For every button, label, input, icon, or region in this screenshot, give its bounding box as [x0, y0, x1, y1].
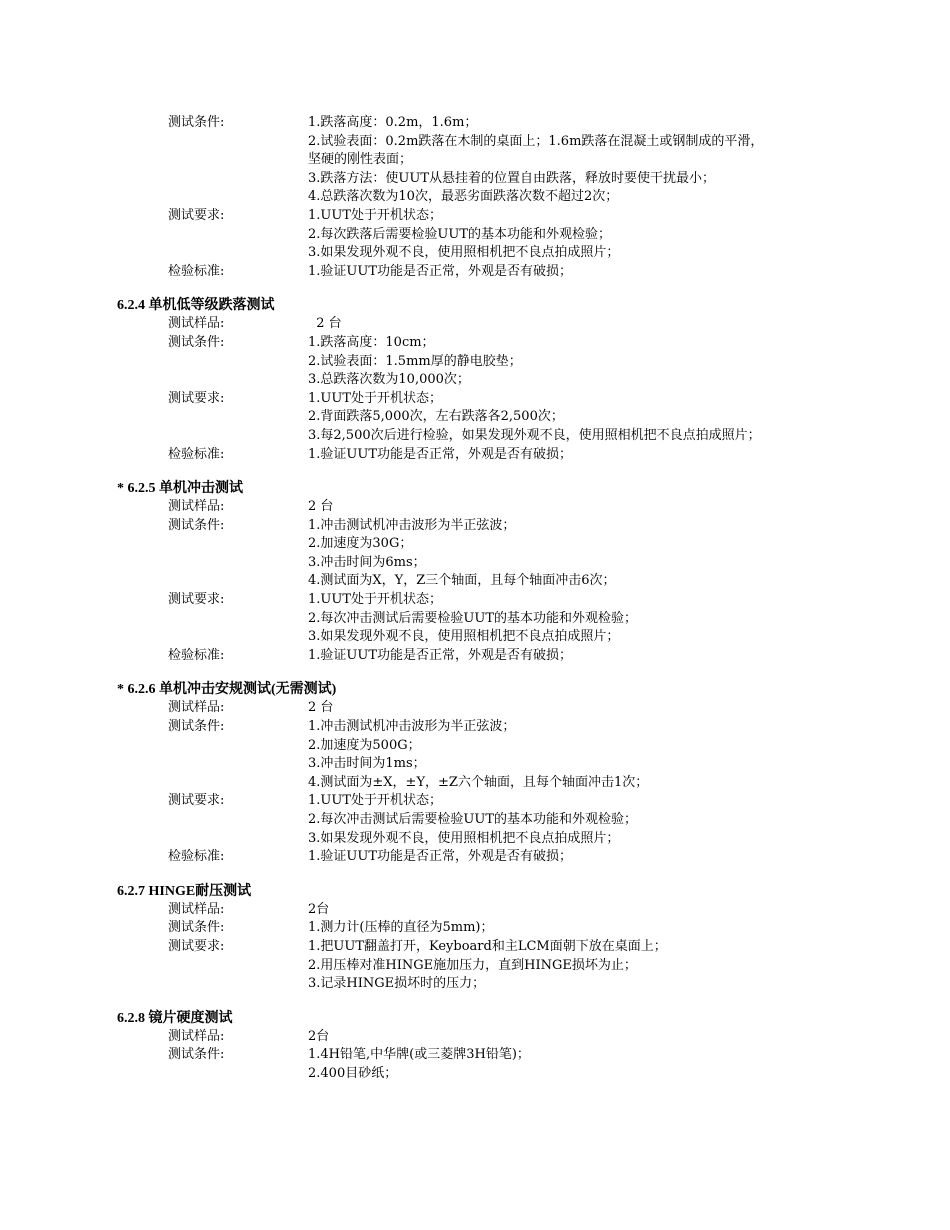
field-value-line: 3.每2,500次后进行检验，如果发现外观不良，使用照相机把不良点拍成照片；: [308, 427, 761, 443]
spec-field: [0, 517, 950, 591]
field-value-line: 2.每次冲击测试后需要检验UUT的基本功能和外观检验；: [308, 610, 637, 626]
field-value-list: [308, 263, 908, 282]
field-label: 检验标准:: [168, 446, 225, 462]
spec-section: [0, 1010, 950, 1084]
spec-section: [0, 681, 950, 866]
field-label: 测试条件:: [168, 1047, 225, 1063]
field-label: 检验标准:: [168, 647, 225, 663]
field-value-line: 1.跌落高度：0.2m，1.6m；: [308, 115, 478, 130]
field-value-list: [308, 390, 908, 446]
field-label: 测试要求:: [168, 938, 225, 954]
field-value-line: 2 台: [308, 700, 334, 716]
field-value-line: 2 台: [308, 316, 342, 332]
field-value-list: [308, 718, 908, 792]
spec-field: [0, 919, 950, 938]
field-value-list: [308, 1046, 908, 1083]
spec-field: [0, 699, 950, 718]
spec-field: [0, 938, 950, 994]
spec-field: [0, 446, 950, 465]
field-value-list: [308, 699, 908, 718]
field-value-list: [308, 446, 908, 465]
spec-field: [0, 848, 950, 867]
field-label: 检验标准:: [168, 849, 225, 865]
field-value-line: 2 台: [308, 499, 334, 515]
field-value-line: 1.验证UUT功能是否正常，外观是否有破损；: [308, 849, 572, 865]
field-value-line: 1.冲击测试机冲击波形为半正弦波；: [308, 719, 516, 735]
field-value-line: 1.验证UUT功能是否正常，外观是否有破损；: [308, 263, 572, 279]
field-value-line: 1.冲击测试机冲击波形为半正弦波；: [308, 517, 516, 533]
field-value-line: 3.如果发现外观不良，使用照相机把不良点拍成照片；: [308, 629, 620, 645]
field-label: 测试样品:: [168, 499, 225, 515]
field-value-list: [308, 848, 908, 867]
field-label: 测试样品:: [168, 316, 225, 332]
field-value-list: [308, 315, 908, 334]
field-value-line: 3.如果发现外观不良，使用照相机把不良点拍成照片；: [308, 245, 620, 261]
section-heading: 6.2.4 单机低等级跌落测试: [117, 298, 275, 314]
spec-field: [0, 315, 950, 334]
field-label: 测试要求:: [168, 390, 225, 406]
spec-field: [0, 1046, 950, 1083]
field-value-line: 3.冲击时间为6ms；: [308, 554, 426, 570]
field-label: 测试样品:: [168, 700, 225, 716]
section-heading: 6.2.7 HINGE耐压测试: [117, 883, 252, 899]
field-value-list: [308, 901, 908, 920]
document-page: [0, 114, 950, 1100]
spec-section: [0, 480, 950, 665]
spec-field: [0, 718, 950, 792]
spec-section: [0, 114, 950, 281]
field-value-line: 2.400目砂纸；: [308, 1065, 398, 1081]
spec-section: [0, 883, 950, 994]
field-label: 测试条件:: [168, 920, 225, 936]
field-value-line: 2.每次冲击测试后需要检验UUT的基本功能和外观检验；: [308, 812, 637, 827]
field-value-line: 3.冲击时间为1ms；: [308, 756, 426, 772]
field-value-list: [308, 792, 908, 848]
field-value-line: 1.把UUT翻盖打开，Keyboard和主LCM面朝下放在桌面上；: [308, 938, 667, 954]
field-value-list: [308, 517, 908, 591]
field-value-line: 4.总跌落次数为10次，最恶劣面跌落次数不超过2次；: [308, 189, 619, 205]
spec-field: [0, 591, 950, 647]
field-value-line: 2台: [308, 1028, 330, 1044]
field-label: 检验标准:: [168, 263, 225, 279]
field-value-list: [308, 647, 908, 666]
field-label: 测试样品:: [168, 1028, 225, 1044]
field-value-line: 1.4H铅笔,中华牌(或三菱牌3H铅笔)；: [308, 1047, 530, 1063]
field-value-line: 1.验证UUT功能是否正常，外观是否有破损；: [308, 647, 572, 663]
field-label: 测试条件:: [168, 334, 225, 350]
spec-section: [0, 297, 950, 464]
field-value-line: 2.背面跌落5,000次，左右跌落各2,500次；: [308, 409, 564, 425]
field-value-line: 3.如果发现外观不良，使用照相机把不良点拍成照片；: [308, 830, 620, 846]
spec-field: [0, 334, 950, 390]
field-value-list: [308, 334, 908, 390]
field-value-line: 4.测试面为±X，±Y，±Z六个轴面，且每个轴面冲击1次；: [308, 774, 649, 790]
field-value-line: 3.跌落方法：使UUT从悬挂着的位置自由跌落，释放时要使干扰最小；: [308, 170, 715, 186]
field-value-line: 4.测试面为X，Y，Z三个轴面，且每个轴面冲击6次；: [308, 573, 616, 589]
spec-field: [0, 792, 950, 848]
spec-field: [0, 263, 950, 282]
field-value-list: [308, 1028, 908, 1047]
field-value-line: 3.记录HINGE损坏时的压力；: [308, 976, 486, 992]
field-value-line: 坚硬的刚性表面；: [308, 152, 413, 168]
field-value-line: 2.试验表面：1.5mm厚的静电胶垫；: [308, 353, 522, 369]
spec-field: [0, 901, 950, 920]
spec-field: [0, 1028, 950, 1047]
section-heading: * 6.2.5 单机冲击测试: [117, 481, 243, 497]
field-label: 测试条件:: [168, 719, 225, 735]
field-value-line: 1.UUT处于开机状态；: [308, 207, 442, 223]
field-value-line: 1.UUT处于开机状态；: [308, 793, 442, 809]
field-label: 测试要求:: [168, 207, 225, 223]
field-value-list: [308, 114, 908, 207]
field-value-line: 1.验证UUT功能是否正常，外观是否有破损；: [308, 446, 572, 462]
field-label: 测试要求:: [168, 592, 225, 608]
field-value-line: 1.测力计(压棒的直径为5mm)；: [308, 920, 494, 936]
field-value-line: 2.加速度为30G；: [308, 536, 413, 552]
field-value-line: 2台: [308, 901, 330, 917]
spec-field: [0, 207, 950, 263]
field-label: 测试条件:: [168, 517, 225, 533]
section-heading: 6.2.8 镜片硬度测试: [117, 1010, 233, 1026]
spec-field: [0, 647, 950, 666]
field-value-line: 1.UUT处于开机状态；: [308, 592, 442, 608]
field-label: 测试样品:: [168, 901, 225, 917]
field-label: 测试条件:: [168, 115, 225, 130]
field-value-line: 2.用压棒对准HINGE施加压力，直到HINGE损坏为止；: [308, 957, 637, 973]
section-heading: * 6.2.6 单机冲击安规测试(无需测试): [117, 682, 337, 698]
field-value-line: 2.试验表面：0.2m跌落在木制的桌面上；1.6m跌落在混凝土或钢制成的平滑，: [308, 133, 764, 149]
field-value-list: [308, 498, 908, 517]
field-value-list: [308, 919, 908, 938]
field-value-list: [308, 207, 908, 263]
field-value-line: 1.UUT处于开机状态；: [308, 390, 442, 406]
field-value-line: 2.每次跌落后需要检验UUT的基本功能和外观检验；: [308, 226, 611, 242]
field-label: 测试要求:: [168, 793, 225, 809]
field-value-list: [308, 591, 908, 647]
field-value-line: 2.加速度为500G；: [308, 737, 421, 753]
field-value-list: [308, 938, 908, 994]
field-value-line: 3.总跌落次数为10,000次；: [308, 372, 470, 388]
spec-field: [0, 390, 950, 446]
spec-field: [0, 498, 950, 517]
spec-field: [0, 114, 950, 207]
field-value-line: 1.跌落高度：10cm；: [308, 334, 435, 350]
